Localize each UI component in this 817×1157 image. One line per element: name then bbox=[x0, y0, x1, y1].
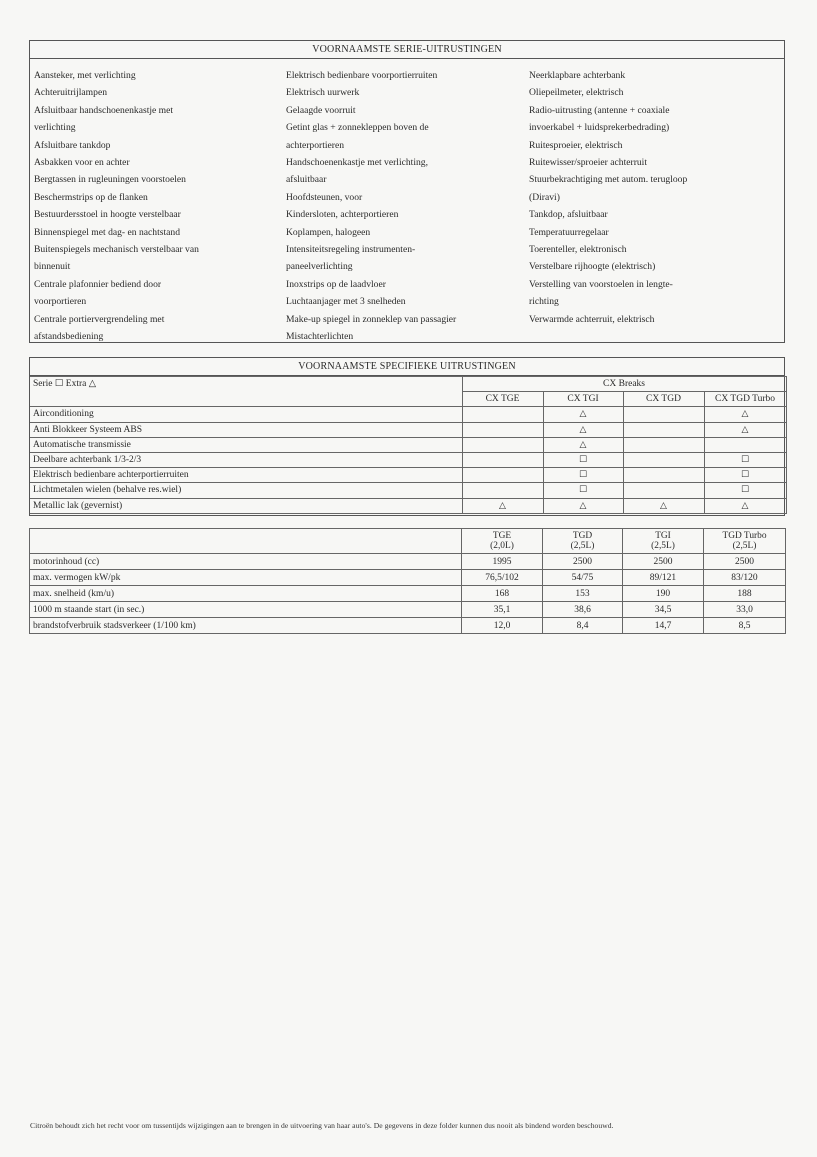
serie-item: Centrale portiervergrendeling met bbox=[34, 313, 165, 325]
spec-group-header: CX Breaks bbox=[462, 377, 786, 392]
serie-item: Oliepeilmeter, elektrisch bbox=[529, 87, 624, 99]
spec-cell bbox=[462, 407, 543, 422]
performance-row bbox=[30, 570, 786, 586]
performance-table-box bbox=[29, 528, 785, 634]
spec-model-header: CX TGD bbox=[623, 392, 704, 407]
performance-model-header bbox=[704, 529, 786, 554]
performance-cell: 12,0 bbox=[462, 618, 543, 634]
spec-cell bbox=[462, 437, 543, 452]
serie-item: Elektrisch bedienbare voorportierruiten bbox=[286, 70, 438, 81]
spec-cell: ☐ bbox=[704, 452, 786, 467]
spec-legend-row bbox=[30, 377, 786, 392]
serie-item: paneelverlichting bbox=[286, 261, 353, 273]
serie-item: voorportieren bbox=[34, 296, 87, 308]
serie-item: Stuurbekrachtiging met autom. terugloop bbox=[529, 174, 688, 186]
performance-cell: 2500 bbox=[623, 554, 704, 570]
serie-item: Tankdop, afsluitbaar bbox=[529, 209, 608, 221]
performance-row bbox=[30, 586, 786, 602]
performance-row-label: max. vermogen kW/pk bbox=[30, 570, 462, 586]
serie-item: Verstelbare rijhoogte (elektrisch) bbox=[529, 261, 656, 273]
spec-row-label: Metallic lak (gevernist) bbox=[30, 498, 462, 513]
performance-row bbox=[30, 602, 786, 618]
performance-cell: 168 bbox=[462, 586, 543, 602]
performance-engine-size: (2,5L) bbox=[570, 541, 595, 551]
serie-item: Ruitesproeier, elektrisch bbox=[529, 139, 623, 151]
spec-row bbox=[30, 437, 786, 452]
spec-row-label: Automatische transmissie bbox=[30, 437, 462, 452]
performance-cell: 8,5 bbox=[704, 618, 786, 634]
spec-row-label: Airconditioning bbox=[30, 407, 462, 422]
performance-row-label: motorinhoud (cc) bbox=[30, 554, 462, 570]
performance-table bbox=[29, 528, 786, 634]
spec-cell bbox=[623, 422, 704, 437]
spec-cell: ☐ bbox=[704, 468, 786, 483]
spec-cell: ☐ bbox=[543, 483, 623, 498]
performance-model-name: TGD Turbo bbox=[722, 530, 767, 541]
serie-column bbox=[34, 67, 286, 346]
footer-disclaimer: Citroën behoudt zich het recht voor om tussentijds wijzigingen aan te brengen in de uitvoering van haar auto's. De gegevens in deze folder kunnen dus nooit als bindend worden beschouwd. bbox=[30, 1121, 614, 1130]
serie-item: Hoofdsteunen, voor bbox=[286, 191, 363, 203]
serie-item: Make-up spiegel in zonneklep van passagier bbox=[286, 313, 457, 325]
spec-cell: △ bbox=[704, 498, 786, 513]
legend-text: Serie ☐ Extra △ bbox=[33, 379, 97, 389]
spec-cell bbox=[462, 468, 543, 483]
serie-item: Buitenspiegels mechanisch verstelbaar van bbox=[34, 244, 199, 256]
serie-item: Neerklapbare achterbank bbox=[529, 70, 626, 81]
serie-item: Getint glas + zonnekleppen boven de bbox=[286, 122, 429, 134]
performance-row bbox=[30, 618, 786, 634]
spec-cell: △ bbox=[543, 422, 623, 437]
spec-row-label: Elektrisch bedienbare achterportierruiten bbox=[30, 468, 462, 483]
serie-item: Binnenspiegel met dag- en nachtstand bbox=[34, 226, 180, 238]
serie-uitrustingen-box bbox=[29, 40, 785, 343]
spec-row bbox=[30, 483, 786, 498]
spec-cell bbox=[623, 483, 704, 498]
serie-column bbox=[529, 67, 779, 346]
performance-cell: 190 bbox=[623, 586, 704, 602]
serie-item: Asbakken voor en achter bbox=[34, 157, 130, 169]
performance-model-name: TGD bbox=[572, 530, 593, 541]
performance-header-row bbox=[30, 529, 786, 554]
performance-row bbox=[30, 554, 786, 570]
spec-cell bbox=[462, 483, 543, 498]
spec-row bbox=[30, 452, 786, 467]
performance-cell: 188 bbox=[704, 586, 786, 602]
performance-model-header bbox=[623, 529, 704, 554]
serie-item: Ruitewisser/sproeier achterruit bbox=[529, 157, 648, 169]
specifieke-uitrustingen-table bbox=[30, 376, 787, 514]
serie-item: Bergtassen in rugleuningen voorstoelen bbox=[34, 174, 186, 186]
performance-cell: 83/120 bbox=[704, 570, 786, 586]
serie-item: Koplampen, halogeen bbox=[286, 226, 371, 238]
performance-cell: 8,4 bbox=[543, 618, 623, 634]
serie-item: Intensiteitsregeling instrumenten- bbox=[286, 244, 416, 256]
spec-cell bbox=[623, 452, 704, 467]
serie-item: Kindersloten, achterportieren bbox=[286, 209, 399, 221]
performance-cell: 35,1 bbox=[462, 602, 543, 618]
serie-item: afsluitbaar bbox=[286, 174, 327, 186]
serie-uitrustingen-columns bbox=[30, 59, 784, 346]
serie-item: afstandsbediening bbox=[34, 331, 104, 343]
spec-cell bbox=[623, 468, 704, 483]
performance-cell: 14,7 bbox=[623, 618, 704, 634]
serie-item: invoerkabel + luidsprekerbedrading) bbox=[529, 122, 670, 134]
serie-item: binnenuit bbox=[34, 261, 71, 273]
serie-item: Afsluitbare tankdop bbox=[34, 139, 111, 151]
performance-cell: 89/121 bbox=[623, 570, 704, 586]
spec-row-label: Deelbare achterbank 1/3-2/3 bbox=[30, 452, 462, 467]
serie-item: Bestuurdersstoel in hoogte verstelbaar bbox=[34, 209, 181, 221]
serie-item: Inoxstrips op de laadvloer bbox=[286, 278, 386, 290]
spec-row-label: Lichtmetalen wielen (behalve res.wiel) bbox=[30, 483, 462, 498]
spec-cell: △ bbox=[623, 498, 704, 513]
spec-cell bbox=[704, 437, 786, 452]
serie-uitrustingen-title: VOORNAAMSTE SERIE-UITRUSTINGEN bbox=[30, 41, 784, 59]
performance-model-header bbox=[543, 529, 623, 554]
serie-item: Toerenteller, elektronisch bbox=[529, 244, 627, 256]
performance-engine-size: (2,5L) bbox=[732, 541, 757, 551]
spec-cell: △ bbox=[704, 407, 786, 422]
serie-item: Elektrisch uurwerk bbox=[286, 87, 360, 99]
specifieke-uitrustingen-title: VOORNAAMSTE SPECIFIEKE UITRUSTINGEN bbox=[30, 358, 784, 376]
serie-item: Radio-uitrusting (antenne + coaxiale bbox=[529, 104, 670, 116]
spec-row-label: Anti Blokkeer Systeem ABS bbox=[30, 422, 462, 437]
spec-cell bbox=[623, 437, 704, 452]
performance-cell: 54/75 bbox=[543, 570, 623, 586]
serie-item: richting bbox=[529, 296, 559, 308]
spec-cell: ☐ bbox=[543, 468, 623, 483]
spec-cell bbox=[462, 422, 543, 437]
spec-cell: △ bbox=[462, 498, 543, 513]
performance-cell: 34,5 bbox=[623, 602, 704, 618]
performance-model-header bbox=[462, 529, 543, 554]
performance-cell: 33,0 bbox=[704, 602, 786, 618]
spec-row bbox=[30, 498, 786, 513]
performance-engine-size: (2,5L) bbox=[651, 541, 675, 551]
performance-model-name: TGI bbox=[655, 530, 671, 541]
spec-cell: △ bbox=[543, 407, 623, 422]
spec-model-header: CX TGI bbox=[543, 392, 623, 407]
serie-item: Aansteker, met verlichting bbox=[34, 70, 136, 81]
spec-model-header: CX TGE bbox=[462, 392, 543, 407]
spec-row bbox=[30, 407, 786, 422]
performance-cell: 38,6 bbox=[543, 602, 623, 618]
serie-item: Achteruitrijlampen bbox=[34, 87, 107, 99]
spec-legend bbox=[30, 377, 462, 407]
performance-cell: 2500 bbox=[704, 554, 786, 570]
serie-item: Beschermstrips op de flanken bbox=[34, 191, 148, 203]
performance-engine-size: (2,0L) bbox=[490, 541, 514, 551]
serie-item: Handschoenenkastje met verlichting, bbox=[286, 157, 428, 169]
performance-row-label: 1000 m staande start (in sec.) bbox=[30, 602, 462, 618]
spec-cell bbox=[462, 452, 543, 467]
spec-cell: △ bbox=[543, 437, 623, 452]
spec-model-header: CX TGD Turbo bbox=[704, 392, 786, 407]
performance-cell: 2500 bbox=[543, 554, 623, 570]
serie-item: Afsluitbaar handschoenenkastje met bbox=[34, 104, 174, 116]
serie-column bbox=[286, 67, 529, 346]
performance-row-label: brandstofverbruik stadsverkeer (1/100 km) bbox=[30, 618, 462, 634]
spec-cell: △ bbox=[543, 498, 623, 513]
serie-item: Gelaagde voorruit bbox=[286, 104, 356, 116]
performance-cell: 153 bbox=[543, 586, 623, 602]
specifieke-uitrustingen-box bbox=[29, 357, 785, 516]
performance-row-label: max. snelheid (km/u) bbox=[30, 586, 462, 602]
serie-item: verlichting bbox=[34, 122, 76, 134]
spec-cell bbox=[623, 407, 704, 422]
performance-cell: 1995 bbox=[462, 554, 543, 570]
spec-cell: ☐ bbox=[704, 483, 786, 498]
serie-item: achterportieren bbox=[286, 139, 345, 151]
serie-item: Verwarmde achterruit, elektrisch bbox=[529, 313, 655, 325]
serie-item: Verstelling van voorstoelen in lengte- bbox=[529, 278, 673, 290]
performance-header-empty bbox=[30, 529, 462, 554]
serie-item: (Diravi) bbox=[529, 191, 560, 203]
spec-row bbox=[30, 422, 786, 437]
performance-model-name: TGE bbox=[492, 530, 512, 541]
performance-cell: 76,5/102 bbox=[462, 570, 543, 586]
spec-cell: △ bbox=[704, 422, 786, 437]
serie-item: Centrale plafonnier bediend door bbox=[34, 278, 162, 290]
spec-cell: ☐ bbox=[543, 452, 623, 467]
serie-item: Temperatuurregelaar bbox=[529, 226, 609, 238]
serie-item: Luchtaanjager met 3 snelheden bbox=[286, 296, 406, 308]
serie-item: Mistachterlichten bbox=[286, 331, 354, 343]
spec-row bbox=[30, 468, 786, 483]
